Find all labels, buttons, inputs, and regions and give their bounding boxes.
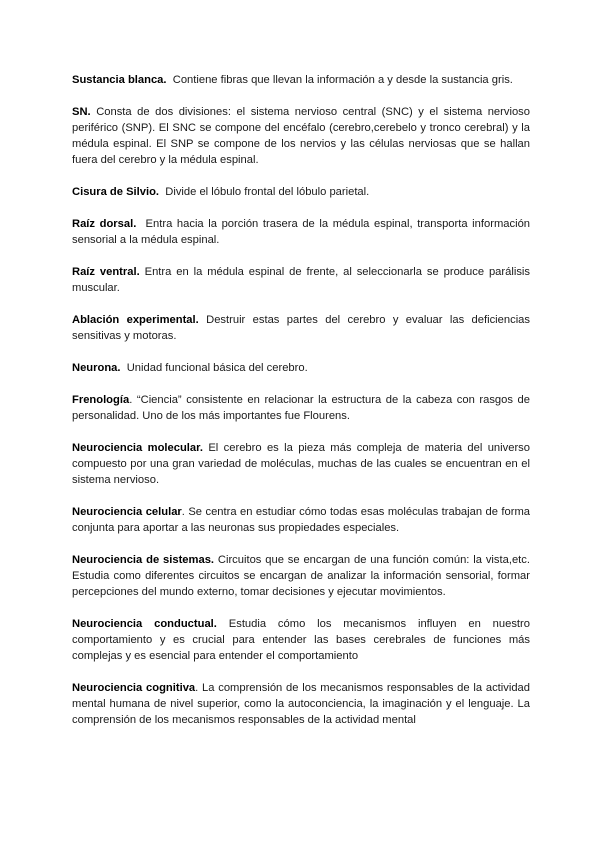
glossary-entry (72, 680, 530, 728)
entry-definition: La comprensión de los mecanismos responsables de la actividad mental humana de nivel superior, como la autoconciencia, la imaginación y el lenguaje. La comprensión de los mecanismos responsables de la actividad mental (72, 682, 531, 726)
entry-term: Neurociencia molecular. (72, 442, 203, 454)
entry-definition: “Ciencia” consistente en relacionar la estructura de la cabeza con rasgos de personalidad. Uno de los más importantes fue Flourens. (72, 394, 530, 422)
glossary-entry (72, 504, 530, 536)
entry-definition: Entra hacia la porción trasera de la médula espinal, transporta información sensorial a la médula espinal. (72, 218, 531, 246)
entry-definition: Estudia cómo los mecanismos influyen en nuestro comportamiento y es crucial para entender las bases cerebrales de funciones más complejas y es esencial para entender el comportamiento (72, 618, 530, 662)
glossary-entry (72, 360, 530, 376)
glossary-entry (72, 184, 530, 200)
entry-separator (136, 218, 145, 230)
entry-term: SN. (72, 106, 91, 118)
glossary-entry (72, 392, 530, 424)
entry-definition: Divide el lóbulo frontal del lóbulo parietal. (165, 186, 370, 198)
glossary-content (72, 72, 530, 744)
entry-definition: Contiene fibras que llevan la información a y desde la sustancia gris. (172, 74, 513, 86)
entry-definition: Unidad funcional básica del cerebro. (126, 362, 308, 374)
glossary-entry (72, 104, 530, 168)
entry-definition: Circuitos que se encargan de una función común: la vista,etc. Estudia como diferentes circuitos se encargan de analizar la información sensorial, formar percepciones del mundo externo, tomar decisiones y ejecutar movimientos. (72, 554, 530, 598)
entry-definition: Se centra en estudiar cómo todas esas moléculas trabajan de forma conjunta para aportar a las neuronas sus propiedades especiales. (72, 506, 530, 534)
glossary-entry (72, 216, 530, 248)
entry-term: Neurociencia cognitiva (72, 682, 196, 694)
entry-separator: . (129, 394, 137, 406)
glossary-entry (72, 264, 530, 296)
entry-term: Sustancia blanca. (72, 74, 167, 86)
entry-term: Raíz dorsal. (72, 218, 137, 230)
entry-definition: Destruir estas partes del cerebro y evaluar las deficiencias sensitivas y motoras. (72, 314, 530, 342)
entry-separator: . (181, 506, 189, 518)
entry-separator (217, 618, 229, 630)
entry-definition: Entra en la médula espinal de frente, al seleccionarla se produce parálisis muscular. (72, 266, 530, 294)
glossary-entry (72, 552, 530, 600)
entry-definition: Consta de dos divisiones: el sistema nervioso central (SNC) y el sistema nervioso periférico (SNP). El SNC se compone del encéfalo (cerebro,cerebelo y tronco cerebral) y la médula espinal. El SNP se compone de los nervios y las células nerviosas que se hallan fuera del cerebro y la médula espinal. (72, 106, 530, 166)
entry-term: Ablación experimental. (72, 314, 199, 326)
entry-term: Raíz ventral. (72, 266, 140, 278)
glossary-entry (72, 616, 530, 664)
entry-term: Cisura de Silvio. (72, 186, 160, 198)
entry-term: Neurociencia de sistemas. (72, 554, 215, 566)
glossary-entry (72, 312, 530, 344)
entry-term: Neurona. (72, 362, 121, 374)
entry-term: Frenología (72, 394, 130, 406)
entry-separator: . (195, 682, 203, 694)
glossary-entry (72, 72, 530, 88)
glossary-entry (72, 440, 530, 488)
entry-term: Neurociencia celular (72, 506, 182, 518)
entry-term: Neurociencia conductual. (72, 618, 217, 630)
entry-definition: El cerebro es la pieza más compleja de materia del universo compuesto por una gran variedad de moléculas, muchas de las cuales se encuentran en el sistema nervioso. (72, 442, 530, 486)
